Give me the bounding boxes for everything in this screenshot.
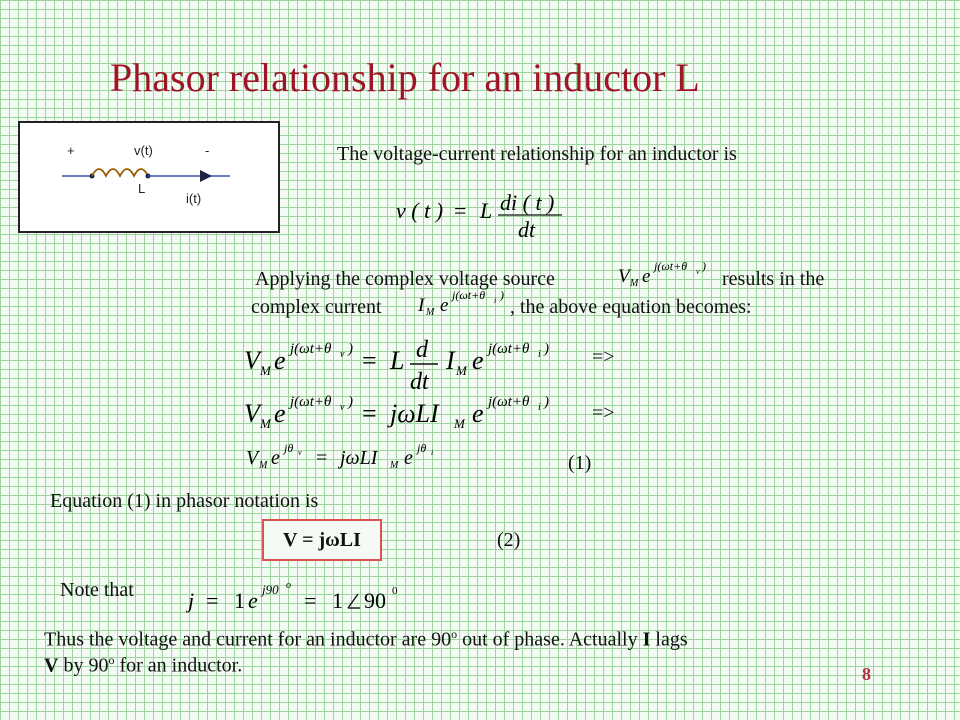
svg-text:e: e	[642, 266, 651, 287]
svg-text:v: v	[298, 448, 302, 457]
applying-line1-a: Applying the complex voltage source	[255, 268, 555, 290]
svg-text:M: M	[426, 307, 435, 318]
svg-text:v: v	[340, 349, 345, 360]
svg-text:jωLI: jωLI	[390, 399, 439, 428]
svg-text:i: i	[538, 349, 541, 360]
applying-line2-a: complex current	[251, 296, 382, 318]
svg-text:): )	[500, 288, 504, 302]
current-arrow-icon	[200, 170, 212, 182]
svg-text:d: d	[416, 337, 428, 363]
svg-text:M: M	[260, 416, 271, 431]
phasor-equation: V = jωLI	[283, 528, 361, 551]
svg-text:): )	[702, 259, 706, 273]
svg-text:o: o	[286, 580, 291, 591]
svg-text:1: 1	[234, 588, 245, 613]
equation-number-2: (2)	[497, 529, 521, 551]
svg-text:jθ: jθ	[284, 441, 294, 455]
minus-sign: -	[205, 143, 210, 158]
j-identity-equation	[186, 578, 416, 623]
svg-text:): )	[348, 341, 353, 357]
svg-text:j(ωt+θ: j(ωt+θ	[290, 341, 332, 357]
svg-text:90: 90	[364, 588, 386, 613]
svg-text:e: e	[472, 346, 484, 375]
page-number: 8	[862, 664, 871, 684]
inductor-equation	[392, 190, 572, 247]
svg-text:M: M	[454, 416, 465, 431]
svg-text:V: V	[246, 447, 259, 469]
voltage-source-expression	[616, 256, 720, 295]
svg-text:dt: dt	[410, 369, 429, 395]
phasor-intro-text: Equation (1) in phasor notation is	[50, 490, 319, 512]
note-that-label: Note that	[60, 579, 134, 601]
svg-text:=: =	[206, 588, 219, 613]
conclusion-line-1: Thus the voltage and current for an inductor are 90$^o$ out of phase. Actually I lags	[44, 627, 688, 651]
svg-text:M: M	[456, 363, 467, 378]
svg-text:I: I	[446, 346, 455, 375]
equation-number-1: (1)	[568, 452, 592, 474]
svg-text:e: e	[404, 447, 413, 469]
svg-text:=: =	[362, 399, 377, 428]
derivation-equation-3	[244, 440, 464, 477]
svg-text:=: =	[304, 588, 317, 613]
plus-sign: +	[67, 143, 75, 158]
svg-text:jωLI: jωLI	[340, 447, 378, 469]
svg-text:v: v	[340, 402, 345, 413]
svg-text:L: L	[480, 198, 493, 223]
applying-line1-b: results in the	[722, 268, 825, 290]
svg-text:V: V	[618, 266, 630, 287]
svg-text:dt: dt	[518, 217, 536, 242]
svg-text:M: M	[260, 363, 271, 378]
svg-text:V: V	[244, 346, 260, 375]
svg-text:j: j	[188, 588, 195, 613]
svg-text:=: =	[316, 447, 328, 469]
svg-text:j(ωt+θ: j(ωt+θ	[488, 394, 530, 410]
conclusion-line-2: V by 90$^o$ for an inductor.	[44, 653, 243, 677]
svg-text:e: e	[440, 295, 449, 316]
svg-text:M: M	[390, 460, 399, 471]
inductor-coil	[92, 169, 148, 176]
svg-text:j90: j90	[262, 582, 279, 597]
svg-text:L: L	[390, 346, 405, 375]
svg-text:V: V	[244, 399, 260, 428]
inductor-circuit-diagram	[18, 121, 280, 233]
svg-text:j(ωt+θ: j(ωt+θ	[290, 394, 332, 410]
inductor-label: L	[138, 181, 146, 196]
svg-text:): )	[544, 394, 549, 410]
svg-text:e: e	[274, 399, 286, 428]
current-label: i(t)	[186, 191, 202, 206]
page-title: Phasor relationship for an inductor L	[110, 55, 700, 100]
svg-text:M: M	[630, 278, 639, 289]
svg-text:e: e	[472, 399, 484, 428]
svg-text:=: =	[454, 198, 467, 223]
svg-text:1: 1	[332, 588, 343, 613]
svg-text:di ( t ): di ( t )	[500, 190, 555, 215]
svg-text:0: 0	[392, 585, 398, 597]
svg-text:v ( t ): v ( t )	[396, 198, 444, 223]
svg-text:v: v	[696, 267, 700, 276]
intro-text: The voltage-current relationship for an inductor is	[337, 143, 737, 165]
svg-text:j(ωt+θ: j(ωt+θ	[452, 288, 486, 302]
implies-arrow-1: =>	[592, 346, 615, 368]
svg-text:j(ωt+θ: j(ωt+θ	[488, 341, 530, 357]
svg-text:i: i	[538, 402, 541, 413]
svg-text:=: =	[362, 346, 377, 375]
complex-current-expression	[416, 285, 516, 324]
svg-text:M: M	[259, 460, 268, 471]
voltage-label: v(t)	[134, 143, 153, 158]
phasor-equation-box	[262, 519, 382, 561]
derivation-equation-1	[240, 333, 570, 400]
svg-text:j(ωt+θ: j(ωt+θ	[654, 259, 688, 273]
derivation-equation-2	[240, 392, 570, 439]
svg-text:i: i	[431, 448, 434, 457]
svg-text:e: e	[248, 588, 258, 613]
svg-text:): )	[544, 341, 549, 357]
svg-text:jθ: jθ	[417, 441, 427, 455]
implies-arrow-2: =>	[592, 402, 615, 424]
svg-text:I: I	[418, 295, 425, 316]
applying-line2-b: , the above equation becomes:	[510, 296, 752, 318]
svg-text:e: e	[274, 346, 286, 375]
svg-text:i: i	[494, 296, 497, 305]
svg-text:): )	[348, 394, 353, 410]
svg-text:e: e	[271, 447, 280, 469]
